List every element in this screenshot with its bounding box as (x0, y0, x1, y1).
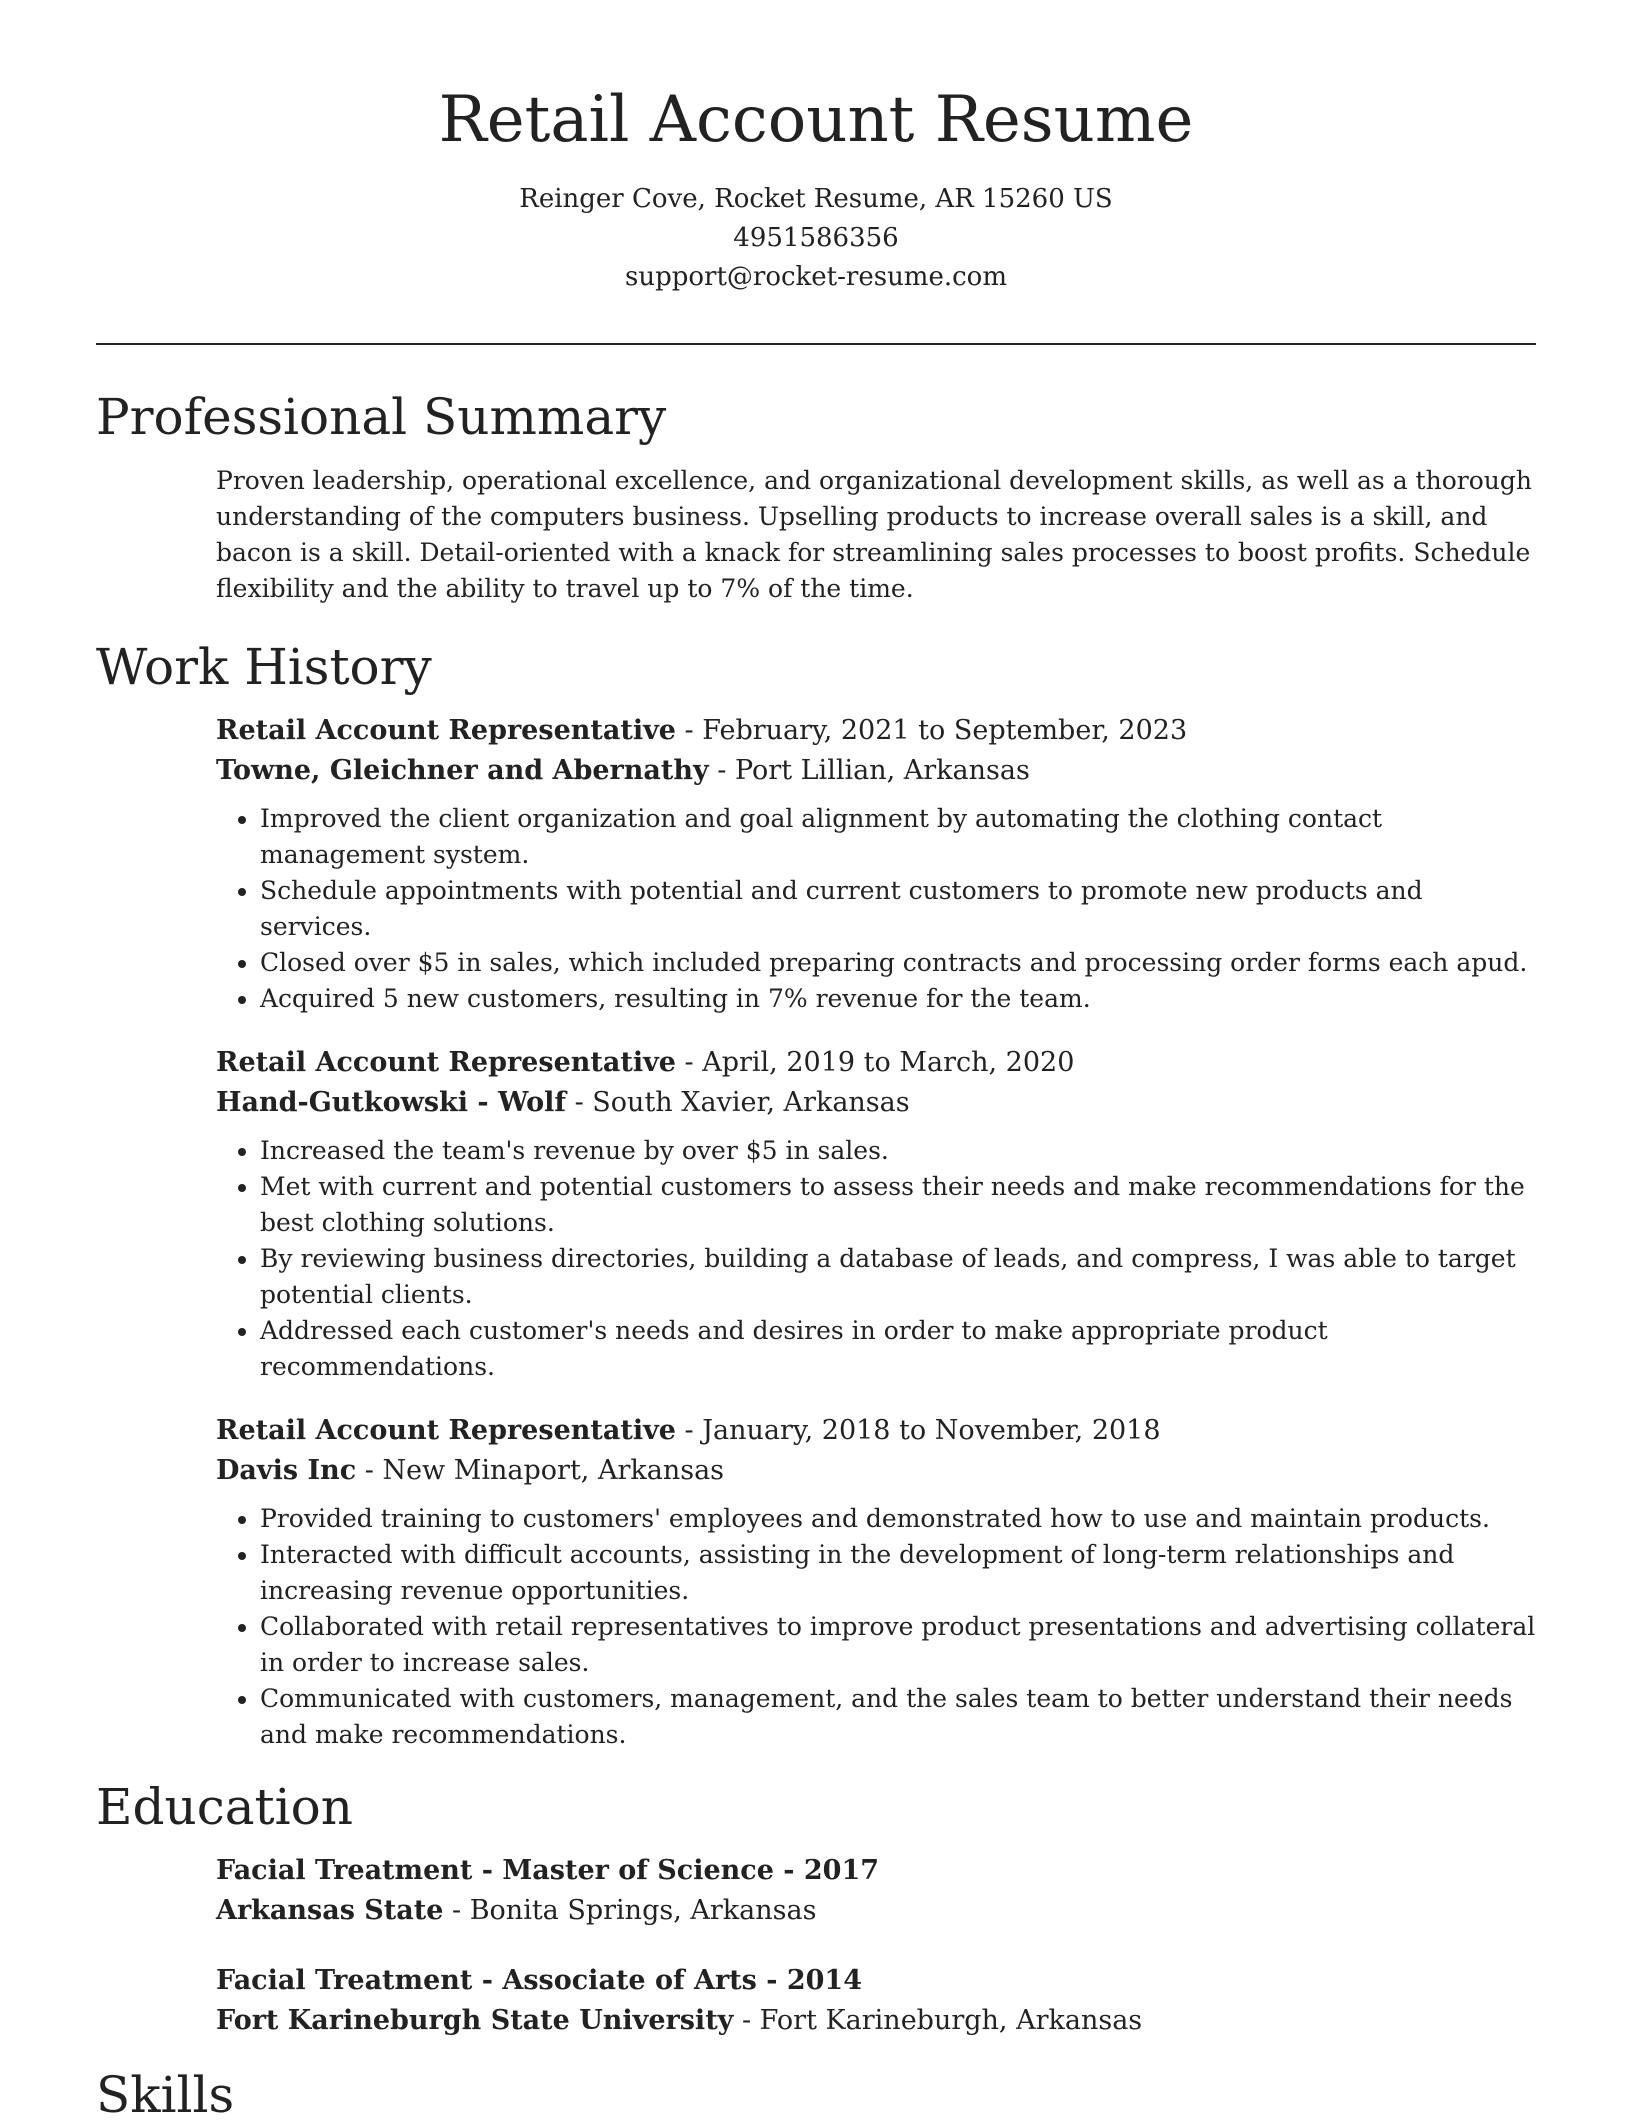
job-dates: - January, 2018 to November, 2018 (675, 1414, 1161, 1446)
job-dates: - April, 2019 to March, 2020 (675, 1046, 1075, 1078)
education-entry (216, 1851, 1536, 1931)
contact-email: support@rocket-resume.com (624, 261, 1007, 292)
header-divider (96, 343, 1536, 345)
job-bullet: • Closed over $5 in sales, which included preparing contracts and processing order forms each apud. (260, 945, 1536, 981)
skills-section (96, 2065, 1536, 2125)
education-degree: Facial Treatment - Master of Science - 2017 (216, 1854, 880, 1886)
education-section (96, 1777, 1536, 2041)
education-entry (216, 1961, 1536, 2041)
job-entry (216, 1043, 1536, 1385)
job-bullet: • Improved the client organization and goal alignment by automating the clothing contact management system. (260, 801, 1536, 873)
education-school-line (216, 1891, 1536, 1931)
job-position: Retail Account Representative (216, 1414, 676, 1446)
job-entry (216, 711, 1536, 1017)
job-location: - New Minaport, Arkansas (356, 1454, 725, 1486)
education-school: Fort Karineburgh State University (216, 2004, 734, 2036)
job-bullet: • By reviewing business directories, building a database of leads, and compress, I was able to target potential clients. (260, 1241, 1536, 1313)
job-bullet: • Interacted with difficult accounts, assisting in the development of long-term relationships and increasing revenue opportunities. (260, 1537, 1536, 1609)
job-bullet: • Provided training to customers' employees and demonstrated how to use and maintain products. (260, 1501, 1536, 1537)
summary-body (96, 463, 1536, 607)
job-bullet: • Addressed each customer's needs and desires in order to make appropriate product recommendations. (260, 1313, 1536, 1385)
summary-text: Proven leadership, operational excellence, and organizational development skills, as well as a thorough understanding of the computers business. Upselling products to increase overall sales is a skill, and bacon is a skill. Detail-oriented with a knack for streamlining sales processes to boost profits. Schedule flexibility and the ability to travel up to 7% of the time. (216, 465, 1532, 603)
contact-phone: 4951586356 (733, 222, 899, 253)
education-list (96, 1851, 1536, 2041)
job-company: Hand-Gutkowski - Wolf (216, 1086, 567, 1118)
contact-address: Reinger Cove, Rocket Resume, AR 15260 US (519, 183, 1113, 214)
job-entry (216, 1411, 1536, 1753)
education-school: Arkansas State (216, 1894, 444, 1926)
work-history-section (96, 637, 1536, 1753)
job-position: Retail Account Representative (216, 714, 676, 746)
job-bullet: • Collaborated with retail representatives to improve product presentations and advertising collateral in order to increase sales. (260, 1609, 1536, 1681)
resume-header (96, 0, 1536, 297)
job-bullets (216, 1133, 1536, 1385)
job-location: - Port Lillian, Arkansas (708, 754, 1030, 786)
education-degree: Facial Treatment - Associate of Arts - 2014 (216, 1964, 863, 1996)
job-bullets (216, 1501, 1536, 1753)
job-list (96, 711, 1536, 1753)
summary-section (96, 387, 1536, 607)
job-dates: - February, 2021 to September, 2023 (675, 714, 1188, 746)
job-bullet: • Schedule appointments with potential and current customers to promote new products and services. (260, 873, 1536, 945)
work-history-heading: Work History (96, 637, 432, 696)
job-bullet: • Increased the team's revenue by over $5 in sales. (260, 1133, 1536, 1169)
job-position: Retail Account Representative (216, 1046, 676, 1078)
job-title-line (216, 1043, 1536, 1083)
job-title-line (216, 711, 1536, 751)
job-company-line (216, 1451, 1536, 1491)
job-company: Davis Inc (216, 1454, 357, 1486)
skills-heading: Skills (96, 2065, 235, 2124)
job-company: Towne, Gleichner and Abernathy (216, 754, 709, 786)
job-bullets (216, 801, 1536, 1017)
job-company-line (216, 751, 1536, 791)
job-title-line (216, 1411, 1536, 1451)
education-location: - Fort Karineburgh, Arkansas (733, 2004, 1143, 2036)
summary-heading: Professional Summary (96, 387, 667, 446)
education-location: - Bonita Springs, Arkansas (443, 1894, 817, 1926)
education-heading: Education (96, 1777, 353, 1836)
job-location: - South Xavier, Arkansas (566, 1086, 910, 1118)
job-bullet: • Communicated with customers, management, and the sales team to better understand their needs and make recommendations. (260, 1681, 1536, 1753)
job-bullet: • Met with current and potential customers to assess their needs and make recommendations for the best clothing solutions. (260, 1169, 1536, 1241)
education-school-line (216, 2001, 1536, 2041)
job-company-line (216, 1083, 1536, 1123)
job-bullet: • Acquired 5 new customers, resulting in 7% revenue for the team. (260, 981, 1536, 1017)
resume-title: Retail Account Resume (438, 83, 1194, 157)
